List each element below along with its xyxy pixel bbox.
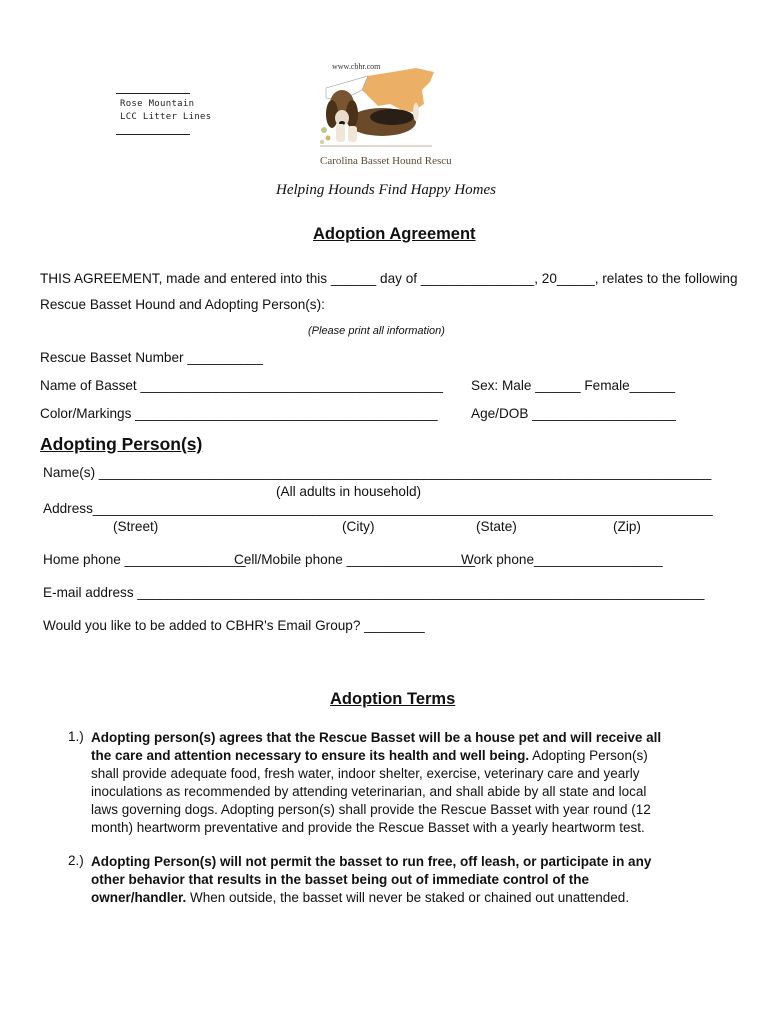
term-1-text <box>91 729 676 837</box>
logo-name: Carolina Basset Hound Rescue <box>320 155 452 167</box>
logo-dog-back <box>370 109 414 125</box>
term-1-bold: Adopting person(s) agrees that the Rescue Basset will be a house pet and will receive all the care and attention necessary to ensure its health and well being. <box>91 730 662 763</box>
print-note: (Please print all information) <box>308 325 445 337</box>
home-phone-field[interactable]: Home phone ________________ <box>43 552 246 567</box>
adoption-terms-heading: Adoption Terms <box>330 690 456 708</box>
cbhr-logo <box>312 60 452 172</box>
rescue-basset-number-field[interactable]: Rescue Basset Number __________ <box>40 350 263 365</box>
term-1-rest: Adopting Person(s) shall provide adequate food, fresh water, indoor shelter, exercise, veterinary care and yearly inoculations as recommended by attending veterinarian, and shall abide by all state and local laws governing dogs. Adopting person(s) shall provide the Rescue Basset with year round (12 month) heartworm preventative and provide the Rescue Basset with a yearly heartworm test. <box>91 748 651 835</box>
street-label: (Street) <box>113 519 159 534</box>
logo-flower-3 <box>320 140 324 144</box>
intro-line-2: Rescue Basset Hound and Adopting Person(s): <box>40 297 325 312</box>
sex-field[interactable]: Sex: Male ______ Female______ <box>471 378 676 393</box>
stamp-top-rule <box>116 93 190 94</box>
zip-label: (Zip) <box>613 519 641 534</box>
term-2-number: 2.) <box>68 853 84 868</box>
work-phone-field[interactable]: Work phone_________________ <box>461 552 663 567</box>
adopting-persons-heading: Adopting Person(s) <box>40 434 203 454</box>
logo-dog-leg-front <box>336 124 345 142</box>
names-field[interactable]: Name(s) _________________________________________________________________________________ <box>43 465 712 480</box>
intro-line-1: THIS AGREEMENT, made and entered into this ______ day of _______________, 20_____, relates to the following <box>40 271 738 286</box>
term-1-number: 1.) <box>68 729 84 744</box>
page-title: Adoption Agreement <box>313 225 476 243</box>
stamp-line-1: Rose Mountain <box>120 99 195 109</box>
logo-map-shape <box>362 68 434 112</box>
logo-url: www.cbhr.com <box>332 62 381 71</box>
names-note: (All adults in household) <box>276 484 422 499</box>
term-2-bold: Adopting Person(s) will not permit the basset to run free, off leash, or participate in any other behavior that results in the basset being out of immediate control of the owner/handler. <box>91 854 652 905</box>
stamp-line-2: LCC Litter Lines <box>120 112 212 122</box>
tagline: Helping Hounds Find Happy Homes <box>276 182 496 198</box>
age-dob-field[interactable]: Age/DOB ___________________ <box>471 406 676 421</box>
term-2-text <box>91 853 676 907</box>
logo-dog-tail <box>413 103 419 121</box>
term-2-rest: When outside, the basset will never be staked or chained out unattended. <box>186 890 630 905</box>
color-markings-field[interactable]: Color/Markings ________________________________________ <box>40 406 438 421</box>
cell-phone-field[interactable]: Cell/Mobile phone _________________ <box>234 552 476 567</box>
logo-dog-leg-front-2 <box>348 126 357 142</box>
stamp-bottom-rule <box>116 134 190 135</box>
email-group-field[interactable]: Would you like to be added to CBHR's Email Group? ________ <box>43 618 425 633</box>
state-label: (State) <box>476 519 517 534</box>
address-field[interactable]: Address__________________________________________________________________________________ <box>43 501 713 516</box>
logo-flower-1 <box>321 127 327 133</box>
basset-name-field[interactable]: Name of Basset ________________________________________ <box>40 378 443 393</box>
email-field[interactable]: E-mail address ___________________________________________________________________________ <box>43 585 705 600</box>
city-label: (City) <box>342 519 375 534</box>
logo-flower-2 <box>326 136 331 141</box>
